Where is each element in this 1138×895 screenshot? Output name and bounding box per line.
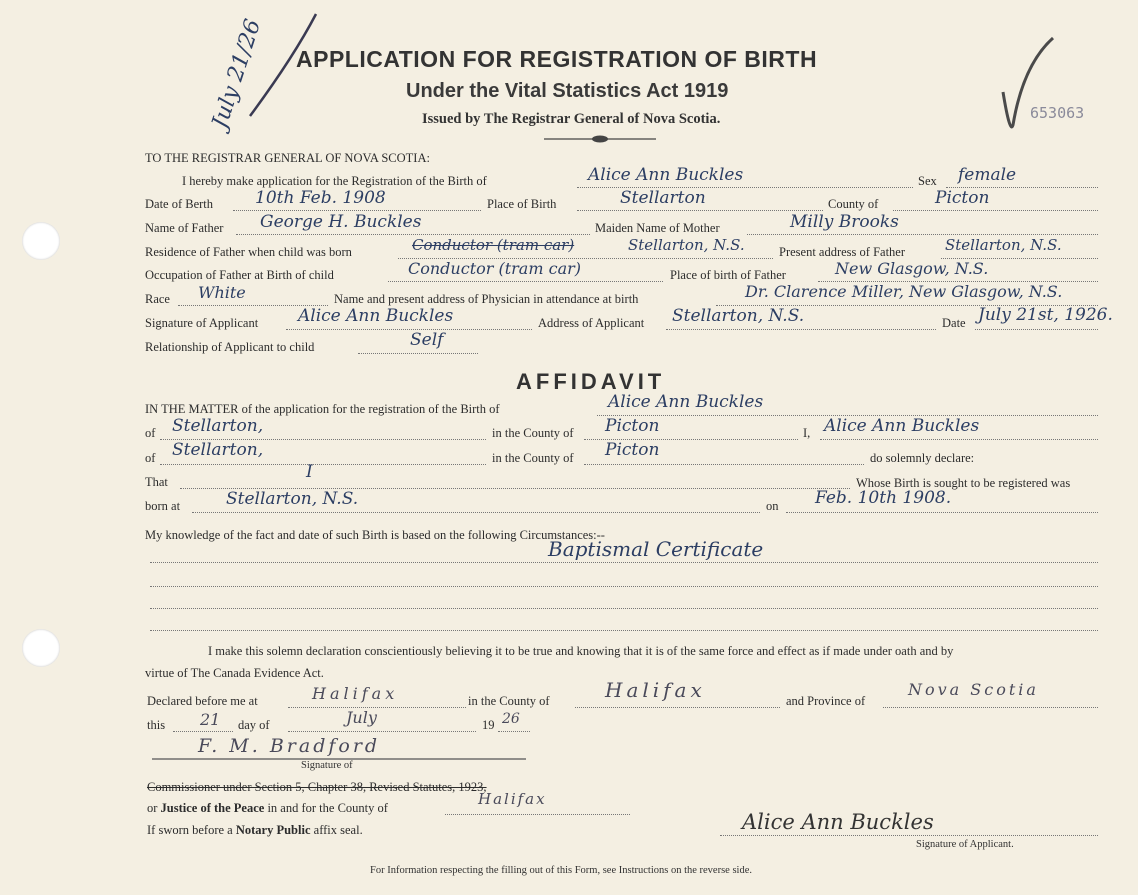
pob-label: Place of Birth — [487, 197, 557, 211]
year-line — [498, 731, 530, 732]
that-value: I — [306, 462, 313, 482]
this-label: this — [147, 718, 166, 732]
dob-label: Date of Berth — [145, 197, 214, 211]
jp-line — [147, 801, 388, 816]
declare-label: do solemnly declare: — [870, 451, 975, 465]
matter-name-value: Alice Ann Buckles — [608, 392, 764, 412]
present-addr-value: Stellarton, N.S. — [945, 236, 1062, 254]
notary-line — [147, 823, 363, 838]
year-suffix-value: 26 — [502, 711, 520, 727]
jp-label: Justice of the Peace — [160, 801, 265, 815]
sex-value: female — [958, 165, 1017, 185]
born-at-value: Stellarton, N.S. — [226, 489, 359, 509]
day-value: 21 — [200, 710, 221, 729]
header-ornament — [540, 133, 660, 145]
notary-prefix: If sworn before a — [147, 823, 233, 837]
on-date-line — [786, 512, 1098, 513]
child-name-value: Alice Ann Buckles — [588, 165, 744, 185]
mother-value: Milly Brooks — [790, 212, 899, 232]
residence-struck-value: Conductor (tram car) — [412, 236, 575, 254]
applicant-signature: Alice Ann Buckles — [742, 810, 934, 834]
father-line — [236, 234, 590, 235]
relationship-line — [358, 353, 478, 354]
commissioner-signature: F. M. Bradford — [198, 735, 381, 757]
of-line-2 — [160, 464, 486, 465]
pob-line — [577, 210, 823, 211]
father-birthplace-value: New Glasgow, N.S. — [835, 259, 989, 278]
province-line — [883, 707, 1098, 708]
county-line — [893, 210, 1098, 211]
form-title: APPLICATION FOR REGISTRATION OF BIRTH — [296, 46, 818, 72]
dob-value: 10th Feb. 1908 — [255, 188, 386, 208]
whose-label: Whose Birth is sought to be registered was — [856, 476, 1071, 490]
race-value: White — [198, 283, 246, 302]
file-number-stamp: 653063 — [1030, 104, 1085, 122]
notary-suffix: affix seal. — [313, 823, 363, 837]
father-value: George H. Buckles — [260, 212, 422, 232]
i-name-value: Alice Ann Buckles — [824, 416, 980, 436]
county-value: Picton — [935, 188, 990, 208]
race-label: Race — [145, 292, 170, 306]
applicant-signature-label: Signature of Applicant. — [916, 839, 1014, 850]
jp-suffix: in and for the County of — [267, 801, 388, 815]
circumstance-line-3 — [150, 608, 1098, 609]
county-line-2 — [584, 464, 864, 465]
intro-label: I hereby make application for the Registration of the Birth of — [182, 174, 487, 188]
date-label: Date — [942, 316, 966, 330]
dob-line — [233, 210, 481, 211]
of-value-1: Stellarton, — [172, 416, 264, 436]
of-label-1: of — [145, 426, 156, 440]
affidavit-heading: AFFIDAVIT — [516, 369, 666, 394]
punch-hole-top — [22, 222, 60, 260]
form-issuer: Issued by The Registrar General of Nova Scotia. — [422, 111, 721, 127]
relationship-label: Relationship of Applicant to child — [145, 340, 315, 354]
residence-value: Stellarton, N.S. — [628, 236, 745, 254]
sig-applicant-label: Signature of Applicant — [145, 316, 259, 330]
sex-label: Sex — [918, 174, 937, 188]
addr-applicant-value: Stellarton, N.S. — [672, 306, 805, 326]
declared-label: Declared before me at — [147, 694, 258, 708]
declaration-line-1: I make this solemn declaration conscientiously believing it to be true and knowing that it is of the same force and effect as if made under oath and by — [208, 644, 954, 658]
declared-county-line — [575, 707, 780, 708]
occupation-label: Occupation of Father at Birth of child — [145, 268, 334, 282]
residence-label: Residence of Father when child was born — [145, 245, 352, 259]
that-label: That — [145, 475, 168, 489]
occupation-value: Conductor (tram car) — [408, 259, 581, 278]
applicant-signature-line — [720, 835, 1098, 836]
addr-applicant-line — [666, 329, 936, 330]
circumstance-value: Baptismal Certificate — [548, 537, 764, 561]
i-label: I, — [803, 426, 811, 440]
declared-at-value: Halifax — [312, 684, 399, 703]
sig-applicant-line — [286, 329, 532, 330]
on-date-value: Feb. 10th 1908. — [815, 488, 952, 508]
province-value: Nova Scotia — [908, 680, 1039, 699]
jp-prefix: or — [147, 801, 158, 815]
month-line — [288, 731, 476, 732]
pob-value: Stellarton — [620, 188, 706, 208]
month-value: July — [346, 708, 377, 727]
born-at-label: born at — [145, 499, 181, 513]
father-birthplace-label: Place of birth of Father — [670, 268, 786, 282]
jp-county-line — [445, 814, 630, 815]
mother-line — [747, 234, 1098, 235]
punch-hole-bottom — [22, 629, 60, 667]
notary-label: Notary Public — [235, 823, 311, 837]
province-label: and Province of — [786, 694, 866, 708]
of-label-2: of — [145, 451, 156, 465]
county-value-1: Picton — [605, 416, 660, 436]
day-line — [173, 731, 233, 732]
relationship-value: Self — [410, 330, 444, 350]
matter-label: IN THE MATTER of the application for the registration of the Birth of — [145, 402, 500, 416]
in-county-label-3: in the County of — [468, 694, 550, 708]
footer-note: For Information respecting the filling out of this Form, see Instructions on the reverse side. — [370, 865, 753, 876]
addressee-line: TO THE REGISTRAR GENERAL OF NOVA SCOTIA: — [145, 151, 430, 165]
county-value-2: Picton — [605, 440, 660, 460]
i-name-line — [820, 439, 1098, 440]
present-addr-label: Present address of Father — [779, 245, 906, 259]
date-value: July 21st, 1926. — [978, 305, 1113, 325]
date-line — [975, 329, 1098, 330]
circumstance-line-2 — [150, 586, 1098, 587]
father-label: Name of Father — [145, 221, 224, 235]
in-county-label-1: in the County of — [492, 426, 574, 440]
of-value-2: Stellarton, — [172, 440, 264, 460]
day-of-label: day of — [238, 718, 270, 732]
declared-at-line — [288, 707, 466, 708]
commissioner-line: Commissioner under Section 5, Chapter 38, Revised Statutes, 1923, — [147, 780, 487, 794]
on-label: on — [766, 499, 779, 513]
county-label: County of — [828, 197, 879, 211]
received-date-note: July 21/26 — [207, 16, 267, 132]
declared-county-value: Halifax — [605, 678, 706, 702]
form-subtitle: Under the Vital Statistics Act 1919 — [406, 80, 729, 102]
addr-applicant-label: Address of Applicant — [538, 316, 645, 330]
in-county-label-2: in the County of — [492, 451, 574, 465]
pencil-tick-mark — [995, 30, 1065, 140]
physician-value: Dr. Clarence Miller, New Glasgow, N.S. — [745, 282, 1063, 301]
jp-county-value: Halifax — [478, 790, 547, 808]
declaration-line-2: virtue of The Canada Evidence Act. — [145, 666, 324, 680]
physician-label: Name and present address of Physician in attendance at birth — [334, 292, 639, 306]
year-prefix: 19 — [482, 718, 495, 732]
born-at-line — [192, 512, 760, 513]
circumstance-line-1 — [150, 562, 1098, 563]
signature-of-label: Signature of — [301, 760, 353, 771]
occupation-line — [388, 281, 663, 282]
knowledge-label: My knowledge of the fact and date of such Birth is based on the following Circumstances:-- — [145, 528, 605, 542]
sig-applicant-value: Alice Ann Buckles — [298, 306, 454, 326]
circumstance-line-4 — [150, 630, 1098, 631]
mother-label: Maiden Name of Mother — [595, 221, 720, 235]
